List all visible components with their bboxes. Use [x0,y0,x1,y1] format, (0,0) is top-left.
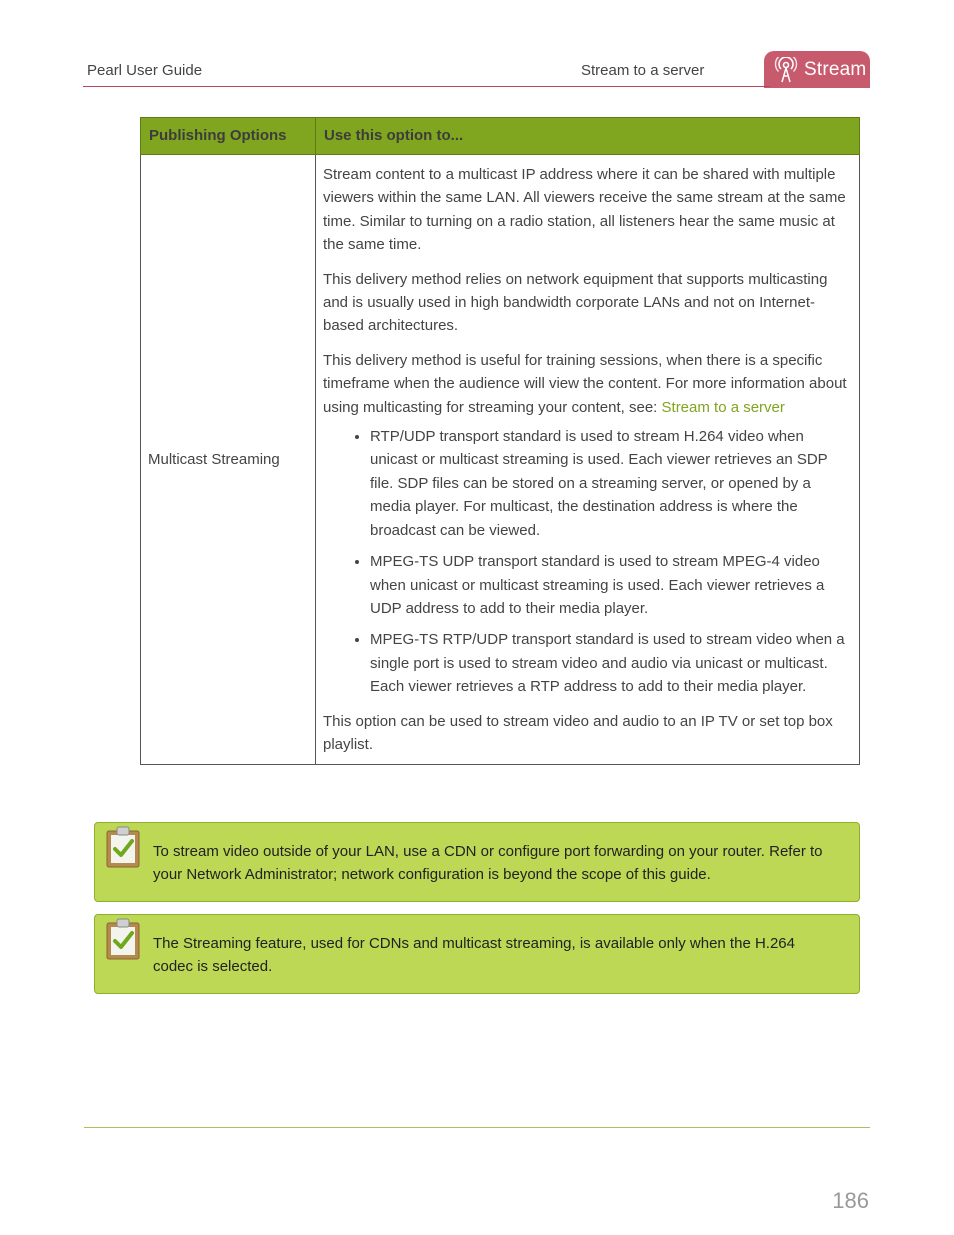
option-description-cell [316,155,860,765]
column-header-publishing-options: Publishing Options [141,118,316,155]
description-text: This delivery method is useful for training sessions, when there is a specific timeframe when the audience will view the content. For more information about using multicasting for streaming your content, see: [323,351,847,416]
description-paragraph [323,349,851,419]
stream-chapter-tab [764,51,870,88]
description-paragraph: Stream content to a multicast IP address where it can be shared with multiple viewers within the same LAN. All viewers receive the same stream at the same time. Similar to turning on a radio station, all listeners hear the same music at the same time. [323,166,846,254]
transport-standards-list [323,425,851,698]
description-paragraph: This delivery method relies on network equipment that supports multicasting and is usually used in high bandwidth corporate LANs and not on Internet-based architectures. [323,270,828,335]
stream-to-server-link[interactable]: Stream to a server [661,398,785,416]
header-divider [83,86,770,87]
clipboard-check-icon [105,825,141,869]
note-box [94,822,860,902]
list-item: • RTP/UDP transport standard is used to stream H.264 video when unicast or multicast streaming is used. Each viewer retrieves an SDP file. SDP files can be stored on a streaming server, or opened by a media player. For multicast, the destination address is where the broadcast can be viewed. [370,425,851,542]
description-paragraph: This option can be used to stream video and audio to an IP TV or set top box playlist. [323,712,833,753]
clipboard-check-icon [105,917,141,961]
note-box [94,914,860,994]
note-text: To stream video outside of your LAN, use a CDN or configure port forwarding on your router. Refer to your Network Administrator; network configuration is beyond the scope of this guide. [153,843,823,884]
list-item: • MPEG-TS UDP transport standard is used to stream MPEG-4 video when unicast or multicast streaming is used. Each viewer retrieves a UDP address to add to their media player. [370,550,851,620]
page-number: 186 [832,1188,869,1213]
broadcast-tower-icon [774,57,798,83]
note-text: The Streaming feature, used for CDNs and multicast streaming, is available only when the H.264 codec is selected. [153,935,795,976]
section-title: Stream to a server [581,62,705,79]
footer-divider [84,1127,870,1128]
option-name-cell: Multicast Streaming [141,155,316,765]
list-item: • MPEG-TS RTP/UDP transport standard is used to stream video when a single port is used to stream video and audio via unicast or multicast. Each viewer retrieves a RTP address to add to their media player. [370,628,851,698]
table-header-row [141,118,860,155]
table-row [141,155,860,765]
stream-tab-label: Stream [804,58,867,80]
column-header-use-option: Use this option to... [316,118,860,155]
publishing-options-table [140,117,860,765]
guide-title: Pearl User Guide [87,62,203,79]
